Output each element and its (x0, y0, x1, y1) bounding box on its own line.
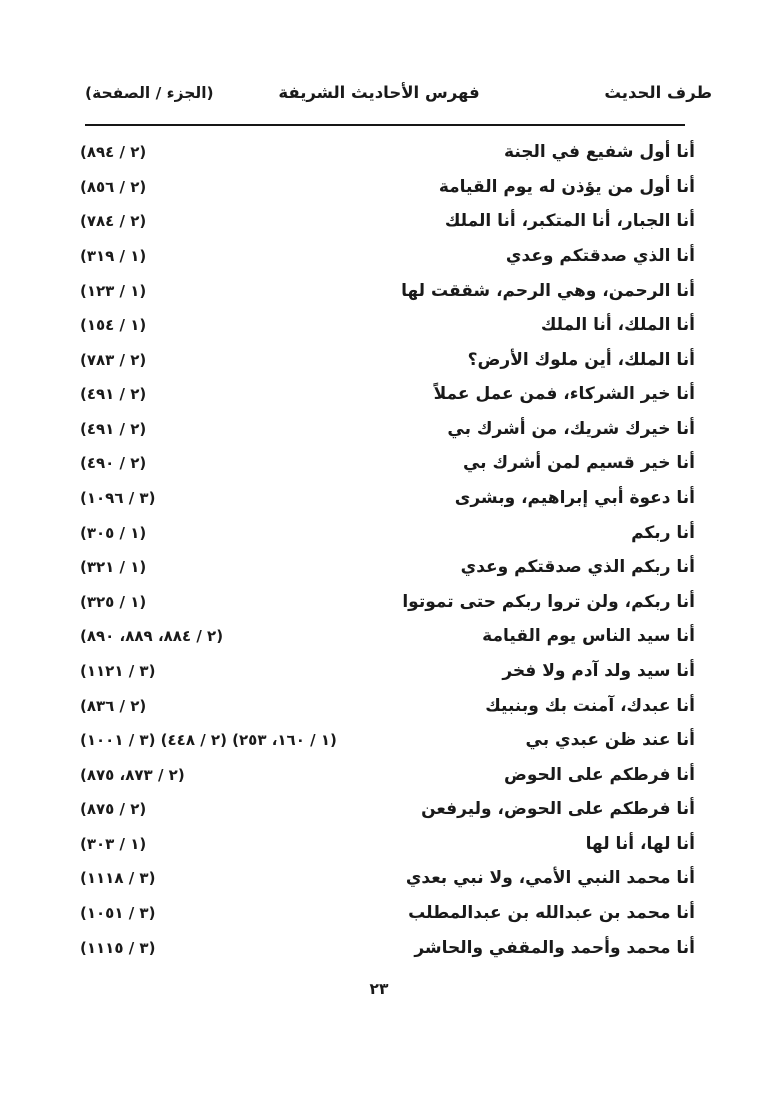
index-row (80, 827, 695, 862)
volume-page-ref: (٢ / ٨٧٥) (80, 800, 147, 819)
index-row (80, 239, 695, 274)
index-row (80, 273, 695, 308)
index-row (80, 723, 695, 758)
volume-page-ref: (١ / ٣١٩) (80, 247, 147, 266)
volume-page-ref: (٢ / ٨٨٤، ٨٨٩، ٨٩٠) (80, 627, 224, 646)
hadith-text: أنا ربكم، ولن تروا ربكم حتى تموتوا (402, 591, 695, 612)
index-row (80, 377, 695, 412)
hadith-text: أنا أول من يؤذن له يوم القيامة (438, 176, 695, 197)
volume-page-ref: (٢ / ٧٨٣) (80, 350, 147, 369)
index-row (80, 135, 695, 170)
index-row (80, 792, 695, 827)
volume-page-ref: (٣ / ١٠٩٦) (80, 489, 156, 508)
index-row (80, 446, 695, 481)
hadith-text: أنا لها، أنا لها (585, 833, 695, 854)
hadith-text: أنا ربكم الذي صدقتكم وعدي (460, 557, 695, 578)
index-row (80, 688, 695, 723)
volume-page-ref: (١ / ١٦٠، ٢٥٣) (٢ / ٤٤٨) (٣ / ١٠٠١) (80, 731, 337, 750)
hadith-text: أنا دعوة أبي إبراهيم، وبشرى (454, 488, 695, 509)
hadith-text: أنا سيد ولد آدم ولا فخر (502, 660, 695, 681)
volume-page-ref: (٣ / ١٠٥١) (80, 904, 156, 922)
volume-page-ref: (٢ / ٤٩١) (80, 385, 147, 404)
index-row (80, 654, 695, 689)
volume-page-ref: (٣ / ١١١٨) (80, 869, 156, 888)
index-row (80, 757, 695, 792)
hadith-text: أنا محمد وأحمد والمقفي والحاشر (414, 937, 695, 958)
header-volume-page-label: (الجزء / الصفحة) (85, 84, 214, 102)
hadith-text: أنا سيد الناس يوم القيامة (482, 626, 695, 647)
index-row (80, 308, 695, 343)
header-divider (85, 124, 685, 126)
volume-page-ref: (٣ / ١١١٥) (80, 938, 156, 957)
hadith-text: أنا الذي صدقتكم وعدي (505, 246, 695, 267)
index-row (80, 585, 695, 620)
hadith-text: أنا محمد بن عبدالله بن عبدالمطلب (408, 903, 695, 923)
hadith-text: أنا خير قسيم لمن أشرك بي (462, 453, 695, 474)
volume-page-ref: (٢ / ٨٧٣، ٨٧٥) (80, 765, 185, 784)
hadith-text: أنا الجبار، أنا المتكبر، أنا الملك (444, 211, 695, 232)
index-row (80, 861, 695, 896)
header-hadith-start-label: طرف الحديث (604, 83, 712, 102)
index-row (80, 170, 695, 205)
hadith-text: أنا خيرك شريك، من أشرك بي (447, 418, 695, 439)
index-row (80, 204, 695, 239)
page-title: فهرس الأحاديث الشريفة (278, 83, 480, 102)
page-number: ٢٣ (369, 980, 389, 998)
volume-page-ref: (١ / ٣٠٣) (80, 834, 147, 853)
index-row (80, 515, 695, 550)
index-row (80, 412, 695, 447)
volume-page-ref: (١ / ٣٠٥) (80, 523, 147, 542)
index-row (80, 896, 695, 931)
volume-page-ref: (٢ / ٤٩١) (80, 419, 147, 438)
volume-page-ref: (٢ / ٨٣٦) (80, 696, 147, 715)
index-row (80, 550, 695, 585)
volume-page-ref: (١ / ٣٢٥) (80, 592, 147, 611)
hadith-text: أنا أول شفيع في الجنة (504, 142, 695, 163)
volume-page-ref: (٢ / ٤٩٠) (80, 454, 147, 473)
index-row (80, 481, 695, 516)
index-row (80, 619, 695, 654)
hadith-text: أنا الرحمن، وهي الرحم، شققت لها (401, 280, 695, 301)
hadith-text: أنا خير الشركاء، فمن عمل عملاً (433, 384, 695, 405)
hadith-text: أنا الملك، أين ملوك الأرض؟ (467, 349, 695, 370)
hadith-text: أنا عند ظن عبدي بي (525, 730, 695, 751)
hadith-text: أنا محمد النبي الأمي، ولا نبي بعدي (405, 868, 695, 889)
index-row (80, 342, 695, 377)
volume-page-ref: (١ / ١٥٤) (80, 316, 147, 335)
volume-page-ref: (١ / ٣٢١) (80, 558, 147, 577)
hadith-index-list (80, 135, 695, 965)
hadith-text: أنا فرطكم على الحوض، وليرفعن (421, 799, 695, 820)
hadith-text: أنا ربكم (631, 522, 695, 543)
hadith-text: أنا الملك، أنا الملك (540, 315, 695, 336)
volume-page-ref: (٣ / ١١٢١) (80, 661, 156, 680)
index-row (80, 930, 695, 965)
volume-page-ref: (١ / ١٢٣) (80, 281, 147, 300)
volume-page-ref: (٢ / ٧٨٤) (80, 212, 147, 231)
volume-page-ref: (٢ / ٨٩٤) (80, 143, 147, 162)
volume-page-ref: (٢ / ٨٥٦) (80, 177, 147, 196)
hadith-text: أنا فرطكم على الحوض (503, 764, 695, 785)
hadith-text: أنا عبدك، آمنت بك وبنبيك (485, 695, 695, 716)
